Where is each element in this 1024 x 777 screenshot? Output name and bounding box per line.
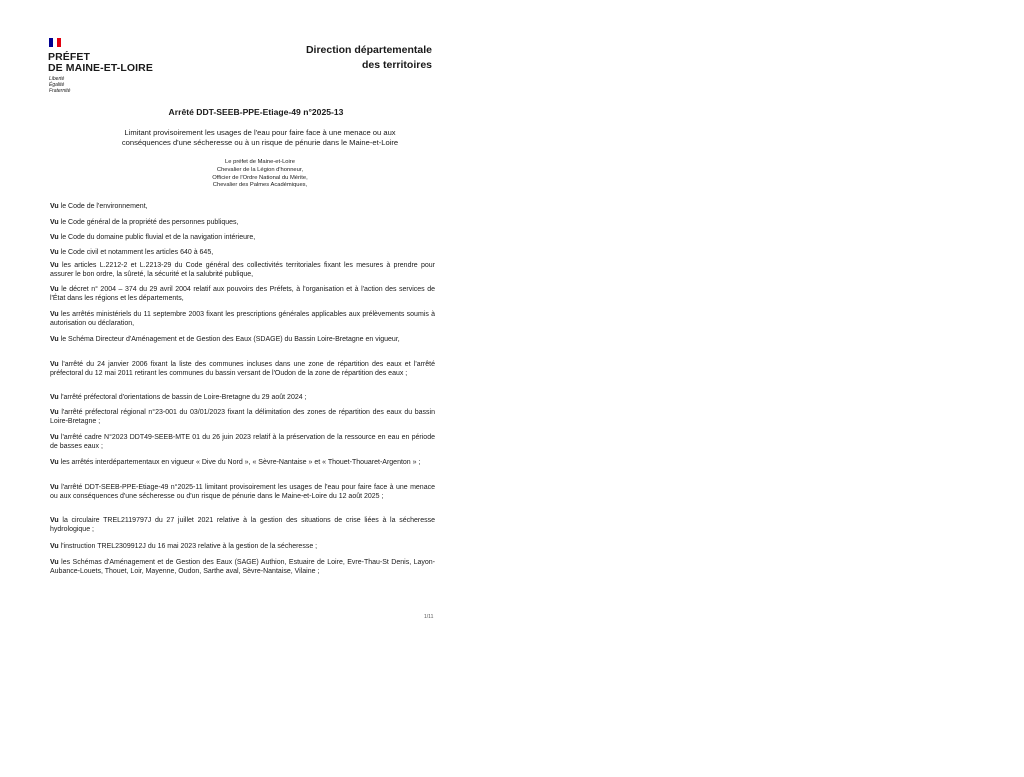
visa-paragraph xyxy=(50,543,435,552)
visa-text: l'arrêté préfectoral d'orientations de bassin de Loire-Bretagne du 29 août 2024 ; xyxy=(58,394,307,401)
visa-paragraph xyxy=(50,409,435,426)
visa-text: les Schémas d'Aménagement et de Gestion des Eaux (SAGE) Authion, Estuaire de Loire, Evre-Thau-St Denis, Layon-Aubance-Louets, Thouet, Loir, Mayenne, Oudon, Sarthe aval, Sèvre-Nantaise, Vilaine ; xyxy=(50,559,435,575)
page-number: 1/11 xyxy=(424,614,434,620)
visa-paragraph xyxy=(50,361,435,378)
republic-motto: Liberté Égalité Fraternité xyxy=(49,76,71,94)
visa-keyword: Vu xyxy=(50,517,59,524)
visa-paragraph xyxy=(50,249,435,258)
visa-paragraph xyxy=(50,234,435,243)
marianne-flag-icon xyxy=(49,38,61,47)
visa-text: le Schéma Directeur d'Aménagement et de Gestion des Eaux (SDAGE) du Bassin Loire-Bretagne en vigueur, xyxy=(58,336,400,343)
visa-text: l'arrêté DDT-SEEB-PPE-Etiage-49 n°2025-11 limitant provisoirement les usages de l'eau pour faire face à une menace ou aux conséquences d'une sécheresse ou d'un risque de pénurie dans le Maine-et-Loire du 12 août 2025 ; xyxy=(50,484,435,500)
visa-keyword: Vu xyxy=(50,434,59,441)
visa-text: les articles L.2212-2 et L.2213-29 du Code général des collectivités territoriales fixant les mesures à prendre pour assurer le bon ordre, la sûreté, la sécurité et la salubrité publique, xyxy=(50,262,435,278)
page-2 xyxy=(512,0,1024,777)
visa-keyword: Vu xyxy=(50,559,59,566)
visa-paragraph xyxy=(50,434,435,451)
visa-paragraph xyxy=(50,311,435,328)
visa-text: le décret n° 2004 – 374 du 29 avril 2004 relatif aux pouvoirs des Préfets, à l'organisation et à l'action des services de l'État dans les régions et les départements, xyxy=(50,286,435,302)
visa-text: l'instruction TREL2309912J du 16 mai 2023 relative à la gestion de la sécheresse ; xyxy=(58,543,318,550)
visa-keyword: Vu xyxy=(50,203,59,210)
visa-text: les arrêtés interdépartementaux en vigueur « Dive du Nord », « Sèvre-Nantaise » et « Thouet-Thouaret-Argenton » ; xyxy=(58,459,421,466)
arrete-subtitle: Limitant provisoirement les usages de l'eau pour faire face à une menace ou aux conséquences d'une sécheresse ou à un risque de pénurie dans le Maine-et-Loire xyxy=(121,128,399,147)
visa-keyword: Vu xyxy=(50,311,59,318)
visa-keyword: Vu xyxy=(50,484,59,491)
visa-paragraph xyxy=(50,336,435,345)
visa-paragraph xyxy=(50,219,435,228)
visa-paragraph xyxy=(50,459,435,468)
direction-heading: Direction départementale des territoires xyxy=(305,44,432,71)
visa-keyword: Vu xyxy=(50,234,59,241)
visa-text: les arrêtés ministériels du 11 septembre 2003 fixant les prescriptions générales applicables aux prélèvements soumis à autorisation ou déclaration, xyxy=(50,311,435,327)
visa-paragraph xyxy=(50,203,435,212)
visa-keyword: Vu xyxy=(50,336,59,343)
signer-block: Le préfet de Maine-et-Loire Chevalier de la Légion d'honneur, Officier de l'Ordre National du Mérite, Chevalier des Palmes Académiques, xyxy=(212,159,308,189)
visa-paragraph xyxy=(50,517,435,534)
visa-keyword: Vu xyxy=(50,394,59,401)
visa-paragraph xyxy=(50,286,435,303)
visa-keyword: Vu xyxy=(50,543,59,550)
visa-paragraph xyxy=(50,394,435,403)
visa-text: l'arrêté préfectoral régional n°23-001 du 03/01/2023 fixant la délimitation des zones de répartition des eaux du bassin Loire-Bretagne ; xyxy=(50,409,435,425)
visa-paragraph xyxy=(50,262,435,279)
visa-paragraph xyxy=(50,484,435,501)
visa-paragraph xyxy=(50,559,435,576)
visa-keyword: Vu xyxy=(50,409,59,416)
visa-text: l'arrêté du 24 janvier 2006 fixant la liste des communes incluses dans une zone de répartition des eaux et l'arrêté préfectoral du 12 mai 2011 retirant les communes du bassin versant de l'Oudon de la zone de répartition des eaux ; xyxy=(50,361,435,377)
arrete-title: Arrêté DDT-SEEB-PPE-Etiage-49 n°2025-13 xyxy=(168,107,344,117)
visa-keyword: Vu xyxy=(50,262,59,269)
visa-text: le Code civil et notamment les articles 640 à 645, xyxy=(58,249,214,256)
visa-text: la circulaire TREL2119797J du 27 juillet 2021 relative à la gestion des situations de crise liées à la sécheresse hydrologique ; xyxy=(50,517,435,533)
visa-keyword: Vu xyxy=(50,249,59,256)
prefet-logo-text: PRÉFET DE MAINE-ET-LOIRE xyxy=(48,51,153,74)
visa-text: le Code de l'environnement, xyxy=(58,203,148,210)
visa-keyword: Vu xyxy=(50,361,59,368)
visa-text: le Code général de la propriété des personnes publiques, xyxy=(58,219,239,226)
visa-keyword: Vu xyxy=(50,219,59,226)
visa-text: l'arrêté cadre N°2023 DDT49-SEEB-MTE 01 du 26 juin 2023 relatif à la préservation de la ressource en eau en période de basses eaux ; xyxy=(50,434,435,450)
visa-keyword: Vu xyxy=(50,286,59,293)
visa-keyword: Vu xyxy=(50,459,59,466)
visa-text: le Code du domaine public fluvial et de la navigation intérieure, xyxy=(58,234,256,241)
